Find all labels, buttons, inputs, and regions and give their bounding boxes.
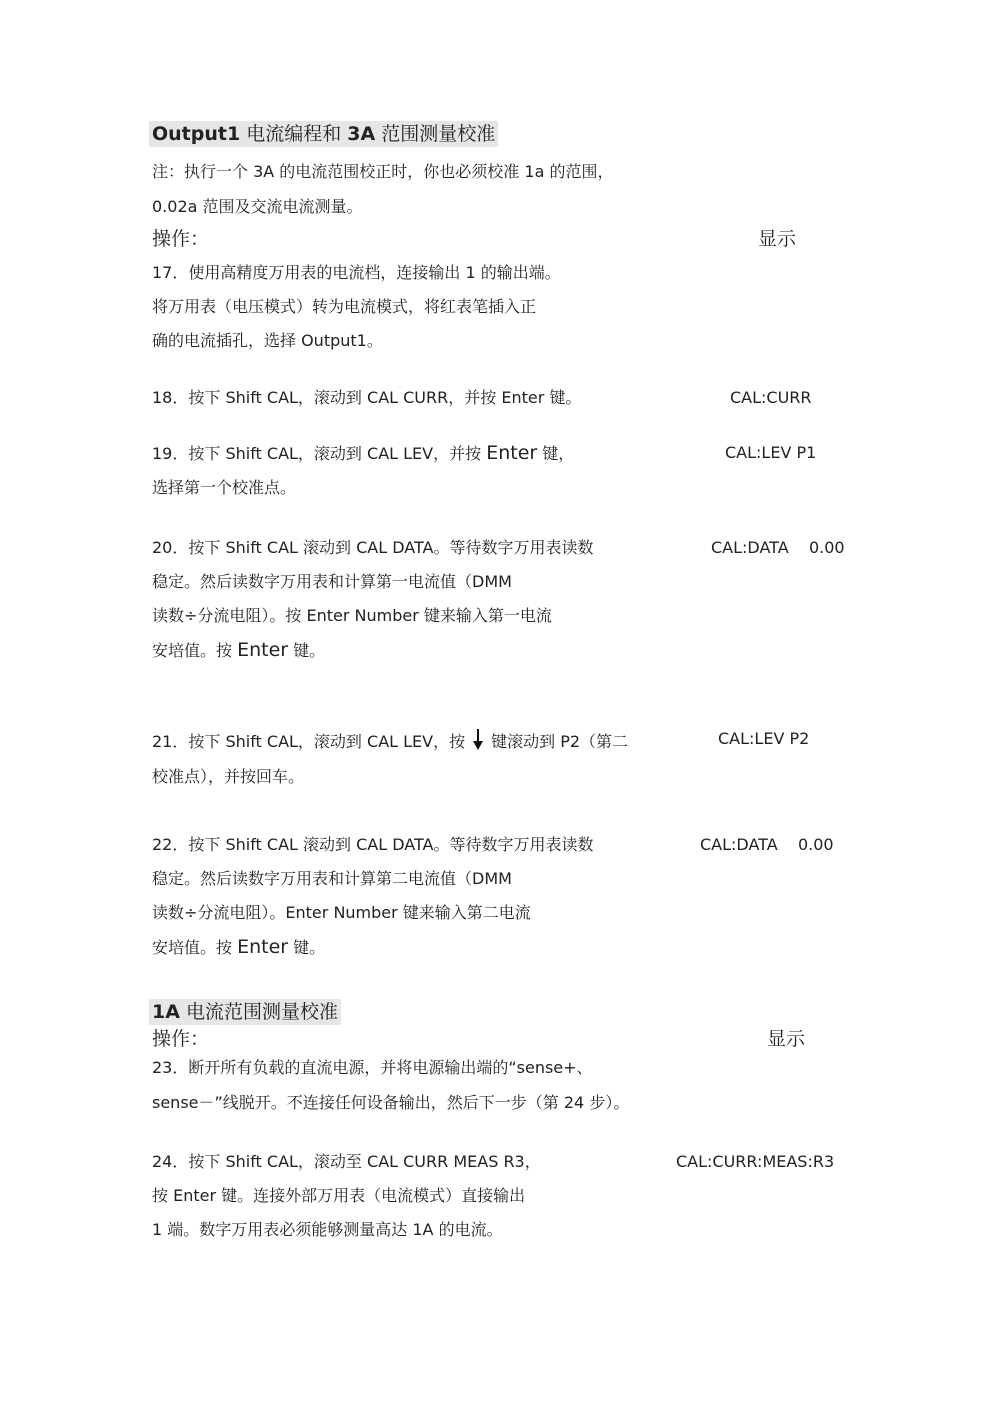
step-22-line-1: 22．按下 Shift CAL 滚动到 CAL DATA。等待数字万用表读数	[152, 835, 594, 854]
step-18-display: CAL:CURR	[730, 388, 812, 407]
section-heading-1a	[149, 999, 341, 1025]
section-heading-output1	[149, 121, 498, 147]
step-23-line-1: 23．断开所有负载的直流电源，并将电源输出端的“sense+、	[152, 1058, 593, 1077]
step-17-line-3: 确的电流插孔，选择 Output1。	[152, 331, 383, 350]
enter-key-text: Enter	[237, 639, 289, 661]
operations-label: 操作：	[152, 228, 210, 250]
note-line-2: 0.02a 范围及交流电流测量。	[152, 197, 363, 216]
heading-part: 范围测量校准	[375, 123, 496, 145]
enter-key-text: Enter	[486, 442, 538, 464]
display-label-2: 显示	[767, 1028, 806, 1050]
step-19-display: CAL:LEV P1	[725, 443, 817, 462]
step-18-line-1: 18．按下 Shift CAL，滚动到 CAL CURR，并按 Enter 键。	[152, 388, 582, 407]
text-span: 键。	[288, 641, 326, 660]
step-20-display: CAL:DATA 0.00	[711, 538, 845, 557]
heading-part: 电流编程和	[240, 123, 348, 145]
heading-part: 电流范围测量校准	[179, 1001, 338, 1023]
text-span: 19．按下 Shift CAL，滚动到 CAL LEV，并按	[152, 444, 487, 463]
display-label: 显示	[758, 228, 797, 250]
text-span: 安培值。按	[152, 641, 238, 660]
heading-part: Output1	[152, 123, 241, 145]
step-22-line-4	[152, 937, 325, 958]
step-20-line-1: 20．按下 Shift CAL 滚动到 CAL DATA。等待数字万用表读数	[152, 538, 594, 557]
step-24-display: CAL:CURR:MEAS:R3	[676, 1152, 835, 1171]
step-22-display: CAL:DATA 0.00	[700, 835, 834, 854]
text-span: 21．按下 Shift CAL，滚动到 CAL LEV，按	[152, 732, 466, 751]
operations-label-2: 操作：	[152, 1028, 210, 1050]
step-24-line-3: 1 端。数字万用表必须能够测量高达 1A 的电流。	[152, 1220, 503, 1239]
step-24-line-2: 按 Enter 键。连接外部万用表（电流模式）直接输出	[152, 1186, 526, 1205]
step-22-line-2: 稳定。然后读数字万用表和计算第二电流值（DMM	[152, 869, 512, 888]
heading-part: 3A	[347, 123, 376, 145]
step-21-display: CAL:LEV P2	[718, 729, 810, 748]
step-21-line-2: 校准点），并按回车。	[152, 767, 305, 786]
step-20-line-3: 读数÷分流电阻）。按 Enter Number 键来输入第一电流	[152, 606, 552, 625]
text-span: 安培值。按	[152, 938, 238, 957]
step-20-line-2: 稳定。然后读数字万用表和计算第一电流值（DMM	[152, 572, 512, 591]
enter-key-text: Enter	[237, 936, 289, 958]
note-line-1: 注：执行一个 3A 的电流范围校正时，你也必须校准 1a 的范围，	[152, 162, 614, 181]
step-20-line-4	[152, 640, 325, 661]
down-arrow-icon	[471, 729, 485, 751]
step-22-line-3: 读数÷分流电阻）。Enter Number 键来输入第二电流	[152, 903, 531, 922]
text-span: 键，	[537, 444, 575, 463]
text-span: 键滚动到 P2（第二	[491, 732, 629, 751]
step-23-line-2: sense－”线脱开。不连接任何设备输出，然后下一步（第 24 步）。	[152, 1093, 630, 1112]
step-21-line-1	[152, 729, 628, 752]
step-24-line-1: 24．按下 Shift CAL，滚动至 CAL CURR MEAS R3，	[152, 1152, 541, 1171]
heading-part: 1A	[152, 1001, 180, 1023]
step-19-line-1	[152, 443, 574, 464]
step-17-line-2: 将万用表（电压模式）转为电流模式，将红表笔插入正	[152, 297, 537, 316]
step-17-line-1: 17．使用高精度万用表的电流档，连接输出 1 的输出端。	[152, 263, 561, 282]
text-span: 键。	[288, 938, 326, 957]
step-19-line-2: 选择第一个校准点。	[152, 478, 297, 497]
